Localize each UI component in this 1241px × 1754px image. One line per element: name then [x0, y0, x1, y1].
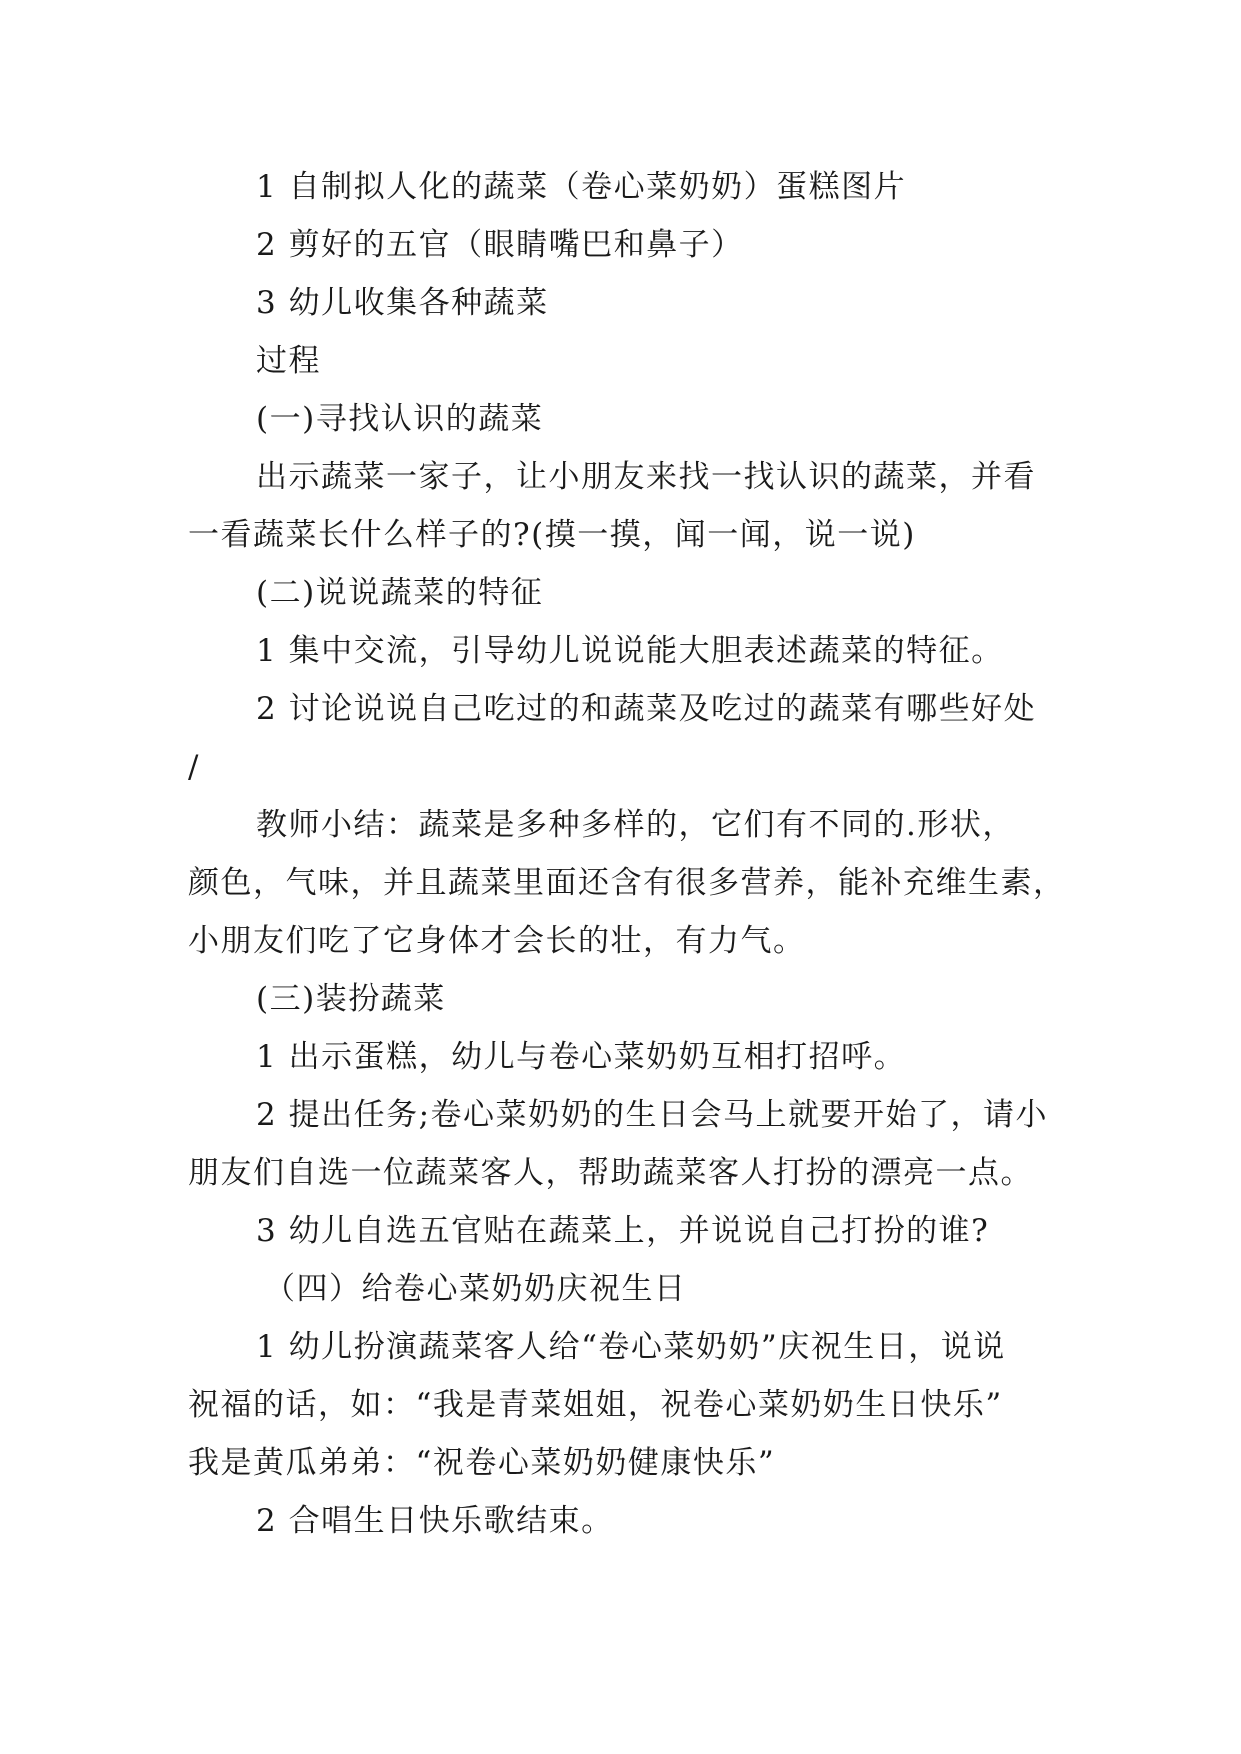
paragraph-line: 出示蔬菜一家子，让小朋友来找一找认识的蔬菜，并看 — [256, 459, 1036, 495]
slash-mark: / — [188, 749, 200, 785]
step-heading-2: (二)说说蔬菜的特征 — [256, 575, 544, 611]
teacher-summary-line: 教师小结：蔬菜是多种多样的，它们有不同的.形状， — [256, 807, 1015, 843]
paragraph-line: 1 出示蛋糕，幼儿与卷心菜奶奶互相打招呼。 — [256, 1039, 907, 1075]
paragraph-line: 1 幼儿扮演蔬菜客人给“卷心菜奶奶”庆祝生日，说说 — [256, 1329, 1006, 1365]
paragraph-line: 2 提出任务;卷心菜奶奶的生日会马上就要开始了，请小 — [256, 1097, 1049, 1133]
materials-item-2: 2 剪好的五官（眼睛嘴巴和鼻子） — [256, 227, 744, 263]
step-heading-3: (三)装扮蔬菜 — [256, 981, 446, 1017]
section-heading-process: 过程 — [256, 343, 321, 379]
paragraph-line: 朋友们自选一位蔬菜客人，帮助蔬菜客人打扮的漂亮一点。 — [188, 1155, 1033, 1191]
teacher-summary-line: 小朋友们吃了它身体才会长的壮，有力气。 — [188, 923, 806, 959]
step-heading-4: （四）给卷心菜奶奶庆祝生日 — [264, 1271, 687, 1307]
paragraph-line: 2 合唱生日快乐歌结束。 — [256, 1503, 614, 1539]
teacher-summary-line: 颜色，气味，并且蔬菜里面还含有很多营养，能补充维生素， — [188, 865, 1066, 901]
materials-item-1: 1 自制拟人化的蔬菜（卷心菜奶奶）蛋糕图片 — [256, 169, 907, 205]
materials-item-3: 3 幼儿收集各种蔬菜 — [256, 285, 549, 321]
paragraph-line: 一看蔬菜长什么样子的?(摸一摸，闻一闻，说一说) — [188, 517, 916, 553]
paragraph-line: 我是黄瓜弟弟：“祝卷心菜奶奶健康快乐” — [188, 1445, 776, 1481]
document-body — [188, 158, 1068, 1550]
paragraph-line: 祝福的话，如：“我是青菜姐姐，祝卷心菜奶奶生日快乐” — [188, 1387, 1003, 1423]
paragraph-line: 1 集中交流，引导幼儿说说能大胆表述蔬菜的特征。 — [256, 633, 1004, 669]
paragraph-line: 3 幼儿自选五官贴在蔬菜上，并说说自己打扮的谁? — [256, 1213, 990, 1249]
paragraph-line: 2 讨论说说自己吃过的和蔬菜及吃过的蔬菜有哪些好处 — [256, 691, 1037, 727]
step-heading-1: (一)寻找认识的蔬菜 — [256, 401, 544, 437]
